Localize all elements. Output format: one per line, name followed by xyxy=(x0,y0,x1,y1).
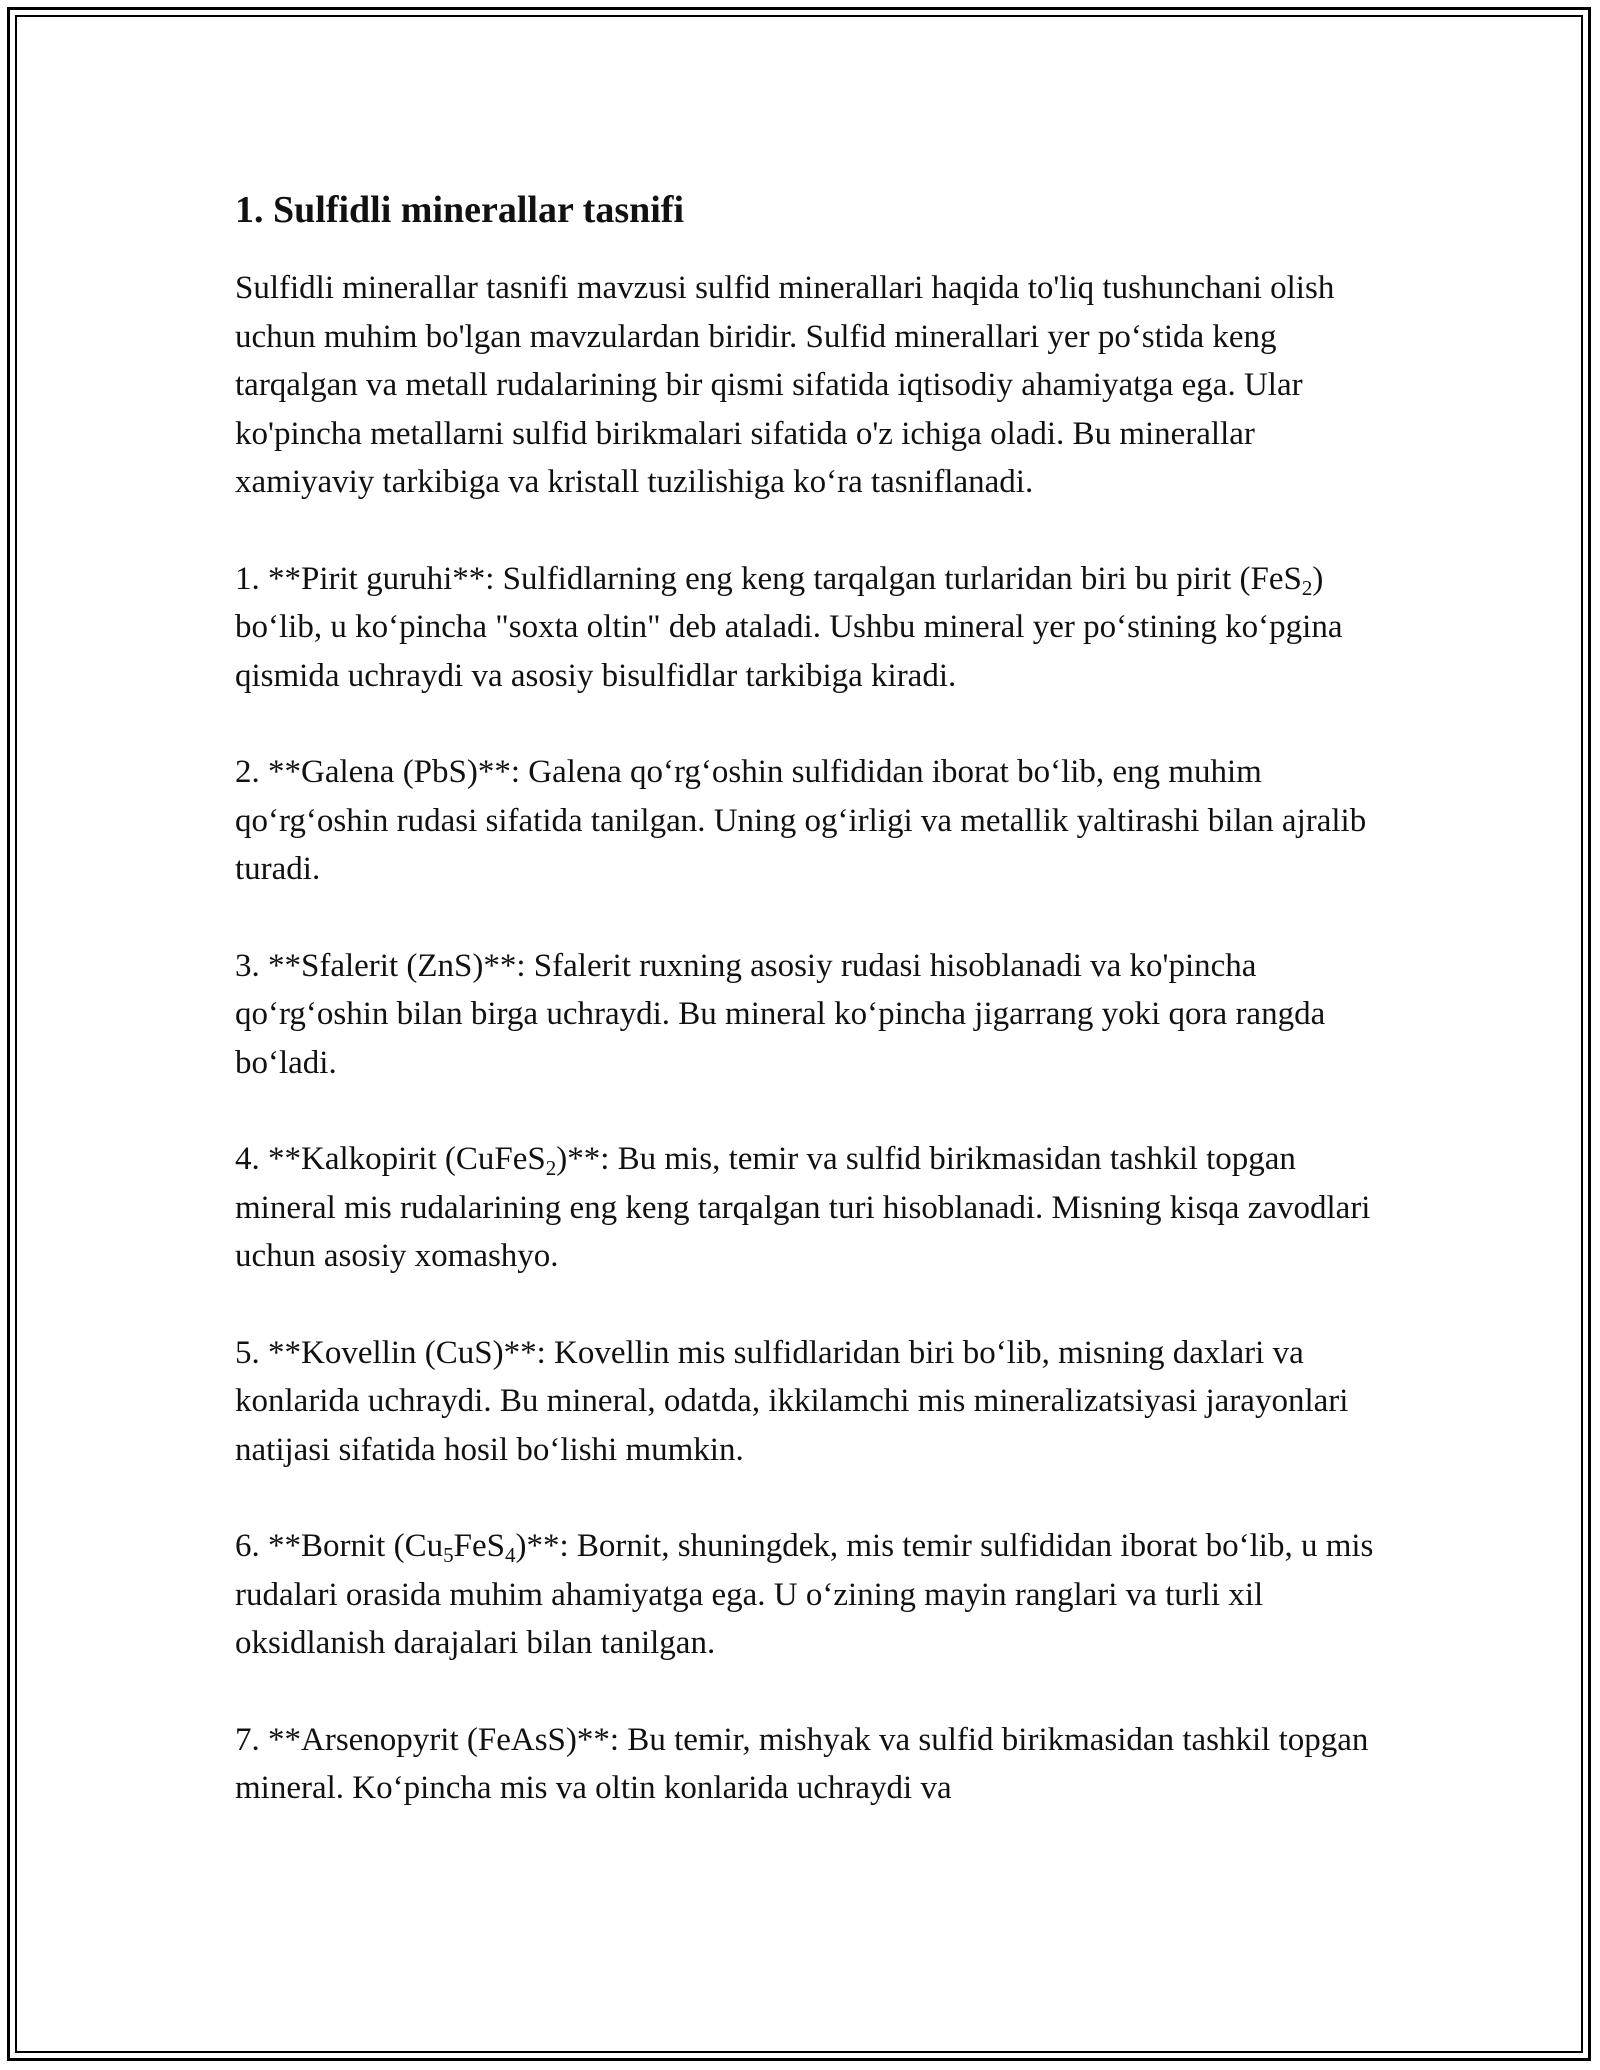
subscript: 2 xyxy=(545,1156,557,1180)
document-body xyxy=(235,186,1375,1861)
item-text: ) bo‘lib, u ko‘pincha "soxta oltin" deb ataladi. Ushbu mineral yer po‘stining ko‘pgina qismida uchraydi va asosiy bisulfidlar tarkibiga kiradi. xyxy=(235,560,1343,694)
list-item-bornit xyxy=(235,1522,1375,1668)
subscript: 4 xyxy=(504,1543,516,1567)
subscript: 2 xyxy=(1301,575,1313,600)
item-text: 4. **Kalkopirit (CuFeS xyxy=(235,1141,546,1177)
intro-paragraph: Sulfidli minerallar tasnifi mavzusi sulfid minerallari haqida to'liq tushunchani olish uchun muhim bo'lgan mavzulardan biridir. Sulfid minerallari yer po‘stida keng tarqalgan va metall rudalarining bir qismi sifatida iqtisodiy ahamiyatga ega. Ular ko'pincha metallarni sulfid birikmalari sifatida o'z ichiga oladi. Bu minerallar xamiyaviy tarkibiga va kristall tuzilishiga ko‘ra tasniflanadi. xyxy=(235,270,1335,500)
item-text: FeS xyxy=(453,1528,505,1564)
list-item-kovellin: 5. **Kovellin (CuS)**: Kovellin mis sulfidlaridan biri bo‘lib, misning daxlari va konlarida uchraydi. Bu mineral, odatda, ikkilamchi mis mineralizatsiyasi jarayonlari natijasi sifatida hosil bo‘lishi mumkin. xyxy=(235,1334,1349,1468)
section-heading: 1. Sulfidli minerallar tasnifi xyxy=(235,189,685,231)
list-item-arsenopyrit: 7. **Arsenopyrit (FeAsS)**: Bu temir, mishyak va sulfid birikmasidan tashkil topgan mineral. Ko‘pincha mis va oltin konlarida uchraydi va xyxy=(235,1721,1369,1806)
list-item-pirit xyxy=(235,555,1375,701)
subscript: 5 xyxy=(443,1543,454,1567)
list-item-galena: 2. **Galena (PbS)**: Galena qo‘rg‘oshin sulfididan iborat bo‘lib, eng muhim qo‘rg‘oshin rudasi sifatida tanilgan. Uning og‘irligi va metallik yaltirashi bilan ajralib turadi. xyxy=(235,754,1367,887)
item-text: 6. **Bornit (Cu xyxy=(235,1528,444,1564)
item-text: )**: Bu mis, temir va sulfid birikmasidan tashkil topgan mineral mis rudalarining eng keng tarqalgan turi hisoblanadi. Misning kisqa zavodlari uchun asosiy xomashyo. xyxy=(235,1141,1371,1274)
item-text: 1. **Pirit guruhi**: Sulfidlarning eng keng tarqalgan turlaridan biri bu pirit (FeS xyxy=(235,560,1302,597)
list-item-kalkopirit xyxy=(235,1135,1375,1281)
item-text: )**: Bornit, shuningdek, mis temir sulfididan iborat bo‘lib, u mis rudalari orasida muhim ahamiyatga ega. U o‘zining mayin ranglari va turli xil oksidlanish darajalari bilan tanilgan. xyxy=(235,1528,1374,1661)
list-item-sfalerit: 3. **Sfalerit (ZnS)**: Sfalerit ruxning asosiy rudasi hisoblanadi va ko'pincha qo‘rg‘oshin bilan birga uchraydi. Bu mineral ko‘pincha jigarrang yoki qora rangda bo‘ladi. xyxy=(235,947,1326,1081)
